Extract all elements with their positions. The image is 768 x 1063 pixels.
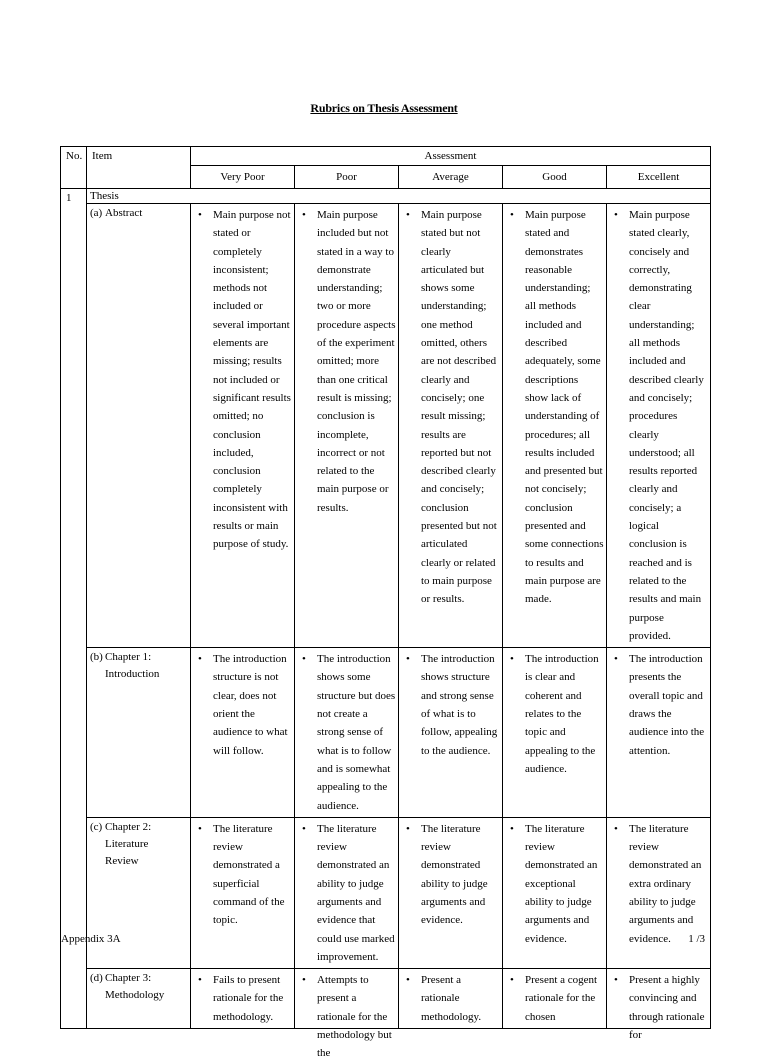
- bullet: •: [302, 209, 306, 221]
- bullet: •: [198, 209, 202, 221]
- header-level-very-poor: Very Poor: [191, 166, 295, 189]
- bullet: •: [614, 653, 618, 666]
- rubric-cell-very-poor: [191, 204, 295, 648]
- item-cell: [87, 817, 191, 968]
- rubric-text: The literature review demonstrated ability to judge arguments and evidence.: [421, 822, 488, 927]
- rubric-cell-poor: [295, 969, 399, 1060]
- rubric-cell-average: [399, 969, 503, 1029]
- bullet: •: [614, 974, 618, 987]
- header-level-average: Average: [399, 166, 503, 189]
- bullet: •: [198, 653, 202, 666]
- rubric-text: Main purpose stated but not clearly articulated but shows some understanding; one method omitted, others are not described clearly and concisely; one result missing; results are reported but not described clearly and concisely; conclusion presented but not articulated clearly or related to main purpose or results.: [421, 209, 497, 606]
- item-cell: [87, 648, 191, 818]
- item-cell: [87, 204, 191, 648]
- rubric-text: Present a highly convincing and through rationale for: [629, 974, 705, 1042]
- item-label: Chapter 3: Methodology: [105, 972, 165, 1002]
- bullet: •: [510, 974, 514, 987]
- header-assessment: Assessment: [191, 147, 711, 166]
- rubric-cell-excellent: [607, 648, 711, 818]
- table-row: [61, 969, 711, 1029]
- rubric-text: The introduction presents the overall topic and draws the audience into the attention.: [629, 653, 705, 757]
- item-letter: (c): [90, 820, 103, 833]
- bullet: •: [510, 209, 514, 221]
- bullet: •: [406, 974, 410, 987]
- rubric-text: Present a cogent rationale for the chosen: [525, 974, 598, 1023]
- bullet: •: [198, 974, 202, 987]
- item-label: Abstract: [105, 207, 143, 219]
- rubric-text: The literature review demonstrated an extra ordinary ability to judge arguments and evidence.: [629, 822, 702, 945]
- rubric-text: The introduction structure is not clear, does not orient the audience to what will follow.: [213, 653, 288, 757]
- bullet: •: [406, 822, 410, 835]
- page-title: Rubrics on Thesis Assessment: [310, 101, 458, 115]
- header-row-1: [61, 147, 711, 166]
- rubric-cell-excellent: [607, 204, 711, 648]
- rubric-cell-very-poor: [191, 817, 295, 968]
- rubric-text: The literature review demonstrated a superficial command of the topic.: [213, 822, 285, 927]
- rubric-text: Main purpose included but not stated in a way to demonstrate understanding; two or more procedure aspects of the experiment omitted; more than one critical result is missing; conclusion is incomplete, incorrect or not related to the main purpose or results.: [317, 209, 396, 514]
- item-letter: (b): [90, 651, 103, 664]
- rubric-cell-poor: [295, 648, 399, 818]
- rubric-cell-average: [399, 817, 503, 968]
- bullet: •: [302, 822, 306, 835]
- bullet: •: [614, 209, 618, 221]
- rubric-text: Main purpose stated clearly, concisely and correctly, demonstrating clear understanding; all methods included and described clearly and concisely; procedures clearly understood; all results reported clearly and concisely; a logical conclusion is reached and is related to the results and main purpose provided.: [629, 209, 704, 642]
- rubric-cell-good: [503, 648, 607, 818]
- table-row: [61, 648, 711, 818]
- rubric-cell-average: [399, 648, 503, 818]
- table-row: [61, 817, 711, 968]
- rubric-text: The literature review demonstrated an ability to judge arguments and evidence that could use marked improvement.: [317, 822, 395, 963]
- footer-appendix-label: Appendix 3A: [61, 933, 121, 945]
- rubric-cell-good: [503, 204, 607, 648]
- table-row: [61, 204, 711, 648]
- rubric-text: Main purpose stated and demonstrates reasonable understanding; all methods included and described adequately, some descriptions show lack of understanding of procedures; all results included and presented but not concisely; conclusion presented and some connections to results and main purpose are made.: [525, 209, 604, 606]
- rubric-text: Present a rationale methodology.: [421, 974, 482, 1023]
- header-level-poor: Poor: [295, 166, 399, 189]
- rubric-cell-good: [503, 969, 607, 1029]
- bullet: •: [510, 822, 514, 835]
- rubric-cell-poor: [295, 204, 399, 648]
- rubric-text: The introduction shows some structure but does not create a strong sense of what is to follow and is somewhat appealing to the audience.: [317, 653, 396, 812]
- bullet: •: [406, 653, 410, 666]
- rubric-text: The introduction is clear and coherent and relates to the topic and appealing to the audience.: [525, 653, 599, 775]
- rubric-cell-excellent: [607, 817, 711, 968]
- footer-page-number: 1 /3: [688, 933, 705, 945]
- rubric-text: Main purpose not stated or completely inconsistent; methods not included or several important elements are missing; results not included or significant results omitted; no conclusion included, conclusion completely inconsistent with results or main purpose of study.: [213, 209, 291, 551]
- rubric-text: Attempts to present a rationale for the methodology but the: [317, 974, 392, 1060]
- rubric-cell-good: [503, 817, 607, 968]
- rubric-text: The introduction shows structure and strong sense of what is to follow, appealing to the audience.: [421, 653, 498, 757]
- section-row: [61, 189, 711, 204]
- header-level-good: Good: [503, 166, 607, 189]
- rubric-cell-poor: [295, 817, 399, 968]
- rubric-text: Fails to present rationale for the methodology.: [213, 974, 284, 1023]
- item-letter: (d): [90, 972, 103, 985]
- rubric-cell-average: [399, 204, 503, 648]
- header-item: Item: [87, 147, 191, 189]
- header-level-excellent: Excellent: [607, 166, 711, 189]
- bullet: •: [302, 653, 306, 666]
- rubric-cell-very-poor: [191, 969, 295, 1029]
- bullet: •: [510, 653, 514, 666]
- bullet: •: [406, 209, 410, 221]
- section-name: Thesis: [87, 189, 711, 204]
- rubric-cell-excellent: [607, 969, 711, 1042]
- item-label: Chapter 2: Literature Review: [105, 820, 152, 867]
- header-no: No.: [61, 147, 87, 189]
- bullet: •: [614, 822, 618, 835]
- rubric-table: [60, 146, 711, 1060]
- item-letter: (a): [90, 207, 103, 219]
- rubric-cell-very-poor: [191, 648, 295, 818]
- section-number: 1: [61, 189, 87, 1029]
- item-cell: [87, 969, 191, 1029]
- item-label: Chapter 1: Introduction: [105, 651, 160, 681]
- bullet: •: [302, 974, 306, 987]
- rubric-text: The literature review demonstrated an exceptional ability to judge arguments and evidence.: [525, 822, 598, 945]
- bullet: •: [198, 822, 202, 835]
